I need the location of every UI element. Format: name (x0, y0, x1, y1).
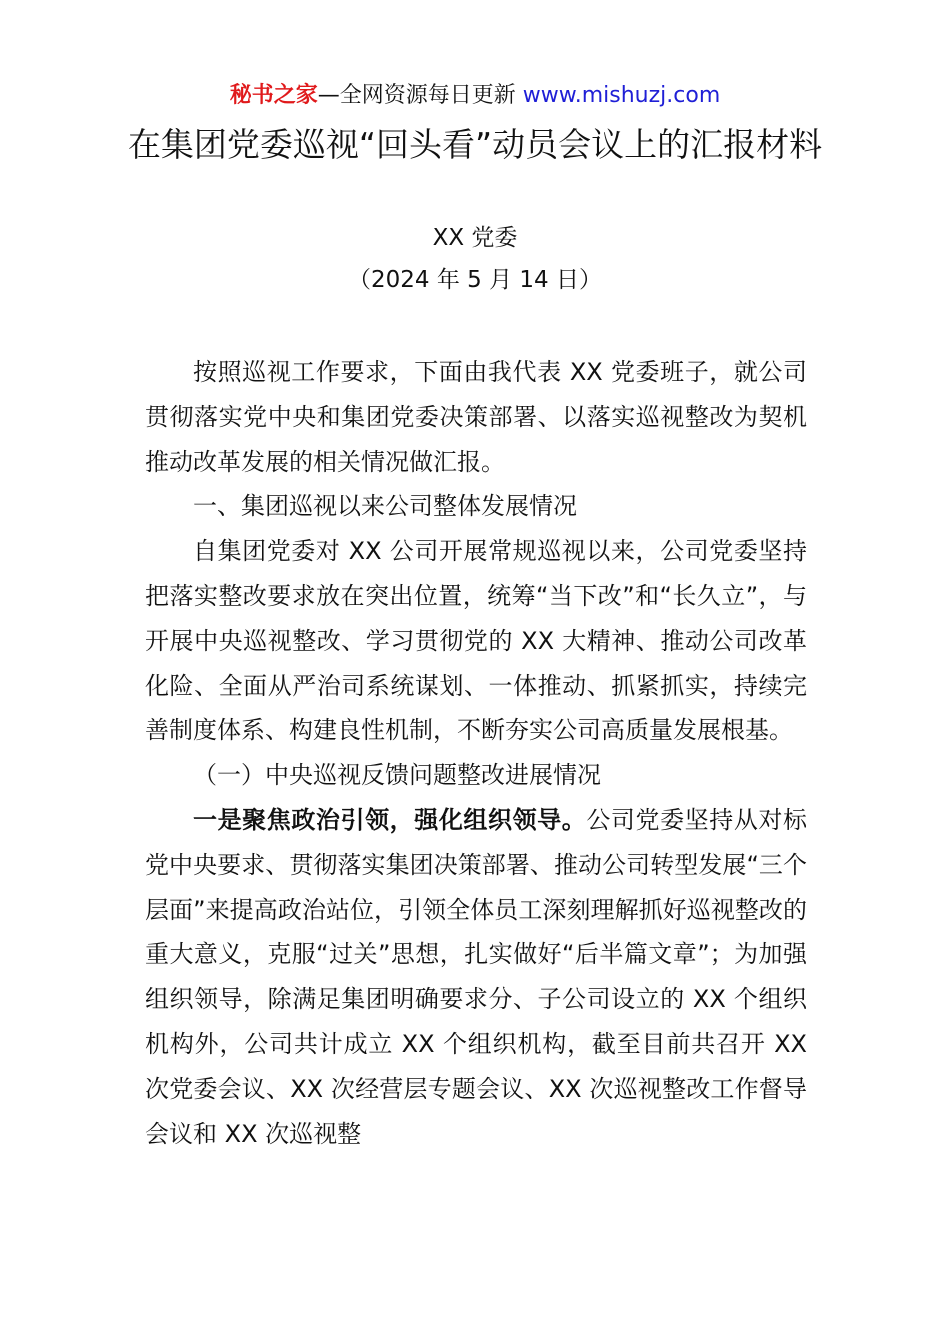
paragraph-point-1 (145, 798, 807, 1156)
site-header (0, 80, 950, 112)
document-body (145, 350, 807, 1156)
subsection-heading-1: （一）中央巡视反馈问题整改进展情况 (193, 761, 601, 790)
site-brand: 秘书之家 (229, 83, 318, 108)
point-1-lead: 一是聚焦政治引领，强化组织领导。 (193, 805, 587, 834)
point-1-text: 公司党委坚持从对标党中央要求、贯彻落实集团决策部署、推动公司转型发展“三个层面”来提高政治站位，引领全体员工深刻理解抓好巡视整改的重大意义，克服“过关”思想，扎实做好“后半篇文章”；为加强组织领导，除满足集团明确要求分、子公司设立的 XX 个组织机构外，公司共计成立 XX 个组织机构，截至目前共召开 XX 次党委会议、XX 次经营层专题会议、XX 次巡视整改工作督导会议和 XX 次巡视整 (145, 805, 808, 1148)
section-heading-1: 一、集团巡视以来公司整体发展情况 (193, 492, 577, 521)
paragraph-intro: 按照巡视工作要求，下面由我代表 XX 党委班子，就公司贯彻落实党中央和集团党委决策部署、以落实巡视整改为契机推动改革发展的相关情况做汇报。 (145, 358, 807, 476)
paragraph-overview: 自集团党委对 XX 公司开展常规巡视以来，公司党委坚持把落实整改要求放在突出位置，统筹“当下改”和“长久立”，与开展中央巡视整改、学习贯彻党的 XX 大精神、推动公司改革化险、全面从严治司系统谋划、一体推动、抓紧抓实，持续完善制度体系、构建良性机制，不断夯实公司高质量发展根基。 (145, 537, 807, 745)
document-date: （2024 年 5 月 14 日） (348, 267, 602, 293)
document-title: 在集团党委巡视“回头看”动员会议上的汇报材料 (127, 125, 823, 164)
site-url[interactable]: www.mishuzj.com (522, 83, 721, 108)
document-author: XX 党委 (432, 225, 518, 251)
site-tagline: —全网资源每日更新 (317, 83, 523, 108)
